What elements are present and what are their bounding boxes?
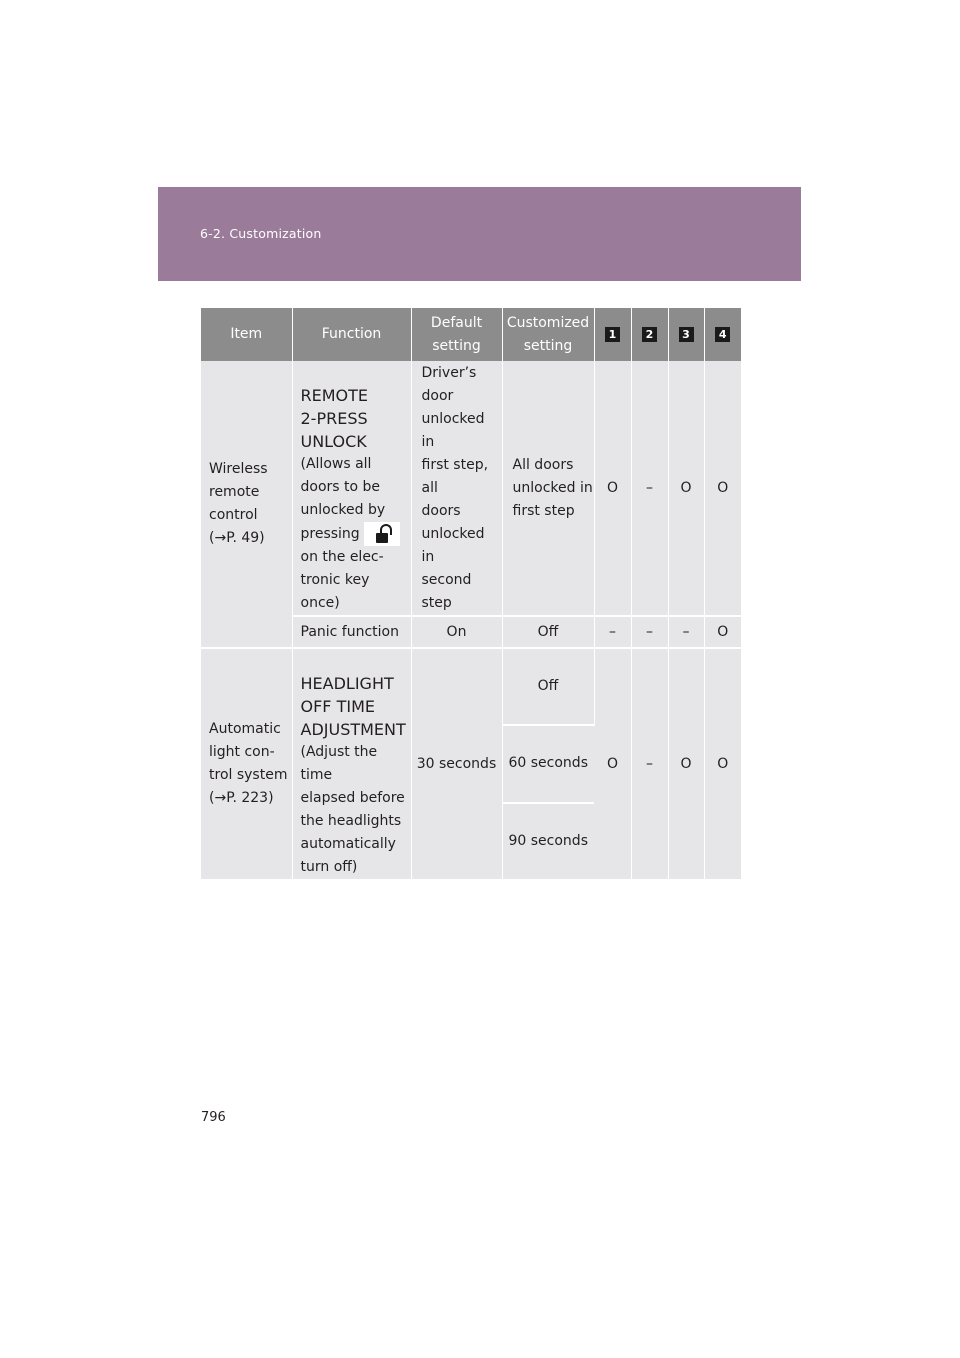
mark-cell-4: O bbox=[704, 648, 741, 880]
number-3-icon: 3 bbox=[679, 327, 694, 342]
unlock-icon bbox=[364, 522, 400, 546]
function-desc-pre: (Allows all doors to be unlocked by pressing bbox=[300, 456, 386, 542]
section-title: 6-2. Customization bbox=[200, 226, 322, 241]
col-header-1 bbox=[594, 308, 631, 361]
col-header-item: Item bbox=[201, 308, 292, 361]
function-cell-remote-unlock bbox=[292, 361, 411, 616]
customized-cell: Off bbox=[502, 616, 594, 648]
col-header-customized: Customized setting bbox=[502, 308, 594, 361]
table-row bbox=[201, 361, 741, 616]
mark-cell-1: O bbox=[594, 648, 631, 880]
mark-cell-2: – bbox=[631, 616, 668, 648]
function-desc: (Adjust the time elapsed before the headlights automatically turn off) bbox=[300, 744, 405, 875]
mark-cell-1: – bbox=[594, 616, 631, 648]
mark-cell-2: – bbox=[631, 648, 668, 880]
default-cell: On bbox=[411, 616, 502, 648]
mark-cell-3: – bbox=[668, 616, 704, 648]
number-2-icon: 2 bbox=[642, 327, 657, 342]
function-desc-post: on the elec- tronic key once) bbox=[300, 549, 384, 611]
customized-option-60: 60 seconds bbox=[502, 725, 594, 803]
col-header-2 bbox=[631, 308, 668, 361]
customized-cell: All doors unlocked in first step bbox=[502, 361, 594, 616]
mark-cell-3: O bbox=[668, 648, 704, 880]
mark-cell-4: O bbox=[704, 361, 741, 616]
table-header-row bbox=[201, 308, 741, 361]
default-cell: Driver’s door unlocked in first step, all doors unlocked in second step bbox=[411, 361, 502, 616]
mark-cell-4: O bbox=[704, 616, 741, 648]
function-title: REMOTE 2-PRESS UNLOCK bbox=[300, 386, 369, 451]
function-title: HEADLIGHT OFF TIME ADJUSTMENT bbox=[300, 674, 406, 739]
number-1-icon: 1 bbox=[605, 327, 620, 342]
col-header-default: Default setting bbox=[411, 308, 502, 361]
mark-cell-2: – bbox=[631, 361, 668, 616]
number-4-icon: 4 bbox=[715, 327, 730, 342]
page-number: 796 bbox=[201, 1110, 226, 1125]
col-header-3 bbox=[668, 308, 704, 361]
mark-cell-1: O bbox=[594, 361, 631, 616]
col-header-function: Function bbox=[292, 308, 411, 361]
mark-cell-3: O bbox=[668, 361, 704, 616]
customized-option-off: Off bbox=[502, 648, 594, 725]
header-band bbox=[158, 187, 801, 281]
default-cell: 30 seconds bbox=[411, 648, 502, 880]
customization-table bbox=[201, 308, 741, 881]
item-cell-light-control: Automatic light con- trol system (→P. 223) bbox=[201, 648, 292, 880]
customized-option-90: 90 seconds bbox=[502, 803, 594, 880]
col-header-4 bbox=[704, 308, 741, 361]
item-cell-wireless: Wireless remote control (→P. 49) bbox=[201, 361, 292, 648]
function-cell-headlight bbox=[292, 648, 411, 880]
function-cell-panic: Panic function bbox=[292, 616, 411, 648]
table-row bbox=[201, 648, 741, 725]
